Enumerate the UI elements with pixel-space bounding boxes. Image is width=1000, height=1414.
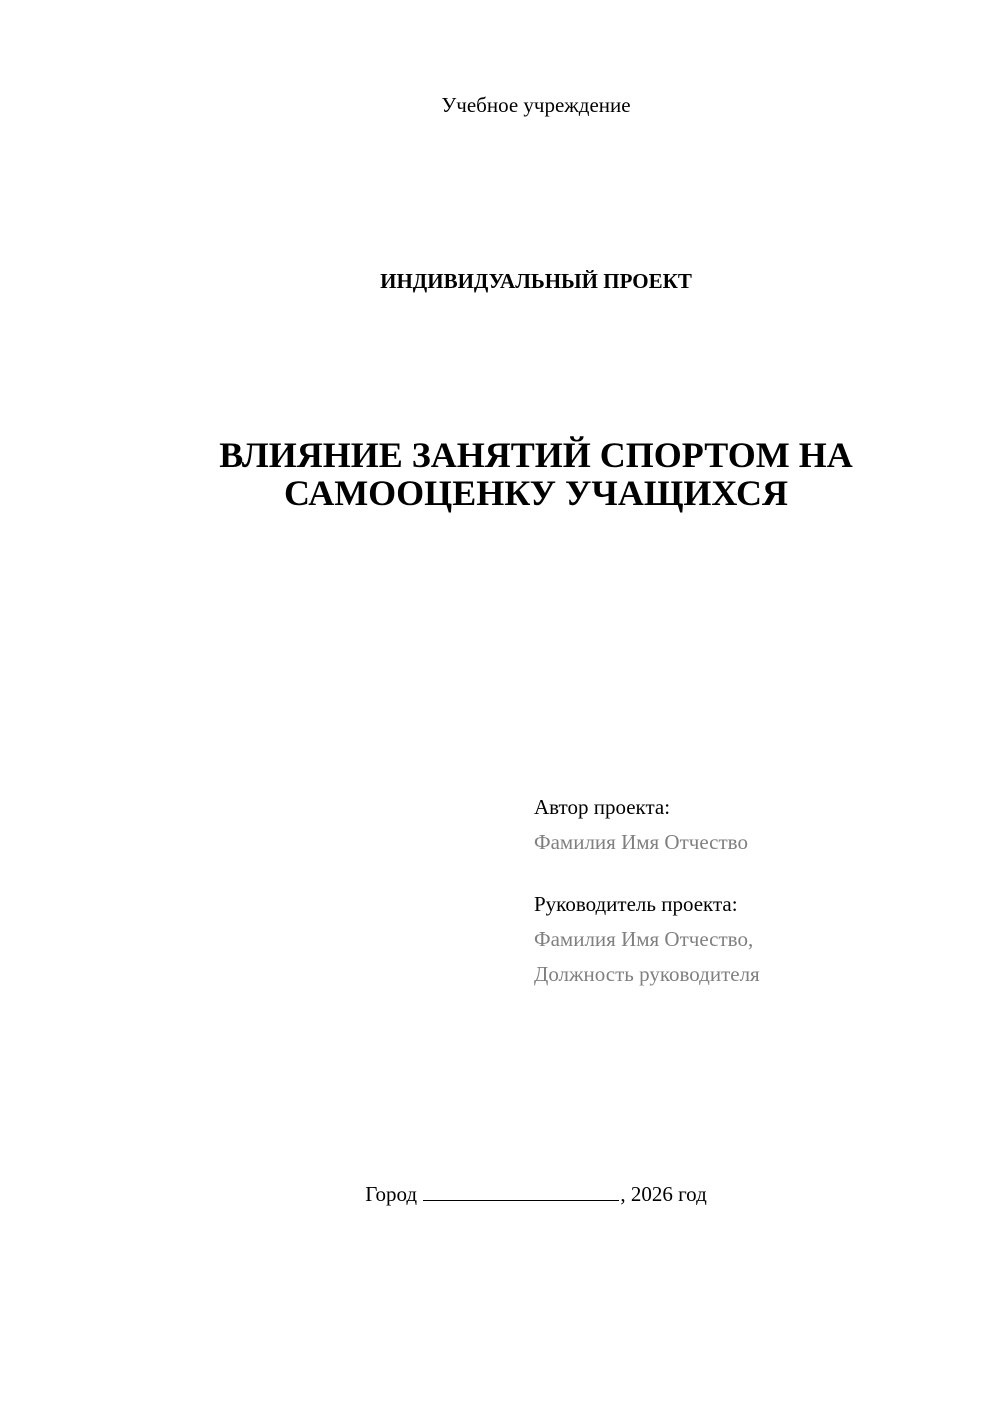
supervisor-position: Должность руководителя: [534, 962, 760, 986]
credits-spacer: [534, 860, 974, 887]
institution-name: Учебное учреждение: [441, 93, 631, 117]
city-blank-line: [423, 1180, 619, 1201]
year-text: , 2026 год: [620, 1182, 707, 1206]
city-label: Город: [365, 1182, 418, 1206]
supervisor-name: Фамилия Имя Отчество,: [534, 927, 754, 951]
project-title-line-2: САМООЦЕНКУ УЧАЩИХСЯ: [284, 473, 788, 513]
credits-block: [534, 790, 974, 992]
project-title: [0, 436, 1000, 512]
author-name: Фамилия Имя Отчество: [534, 830, 748, 854]
document-type: ИНДИВИДУАЛЬНЫЙ ПРОЕКТ: [380, 269, 692, 293]
supervisor-label: Руководитель проекта:: [534, 892, 738, 916]
project-title-line-1: ВЛИЯНИЕ ЗАНЯТИЙ СПОРТОМ НА: [219, 435, 853, 475]
city-year-line: [0, 1180, 1000, 1207]
author-label: Автор проекта:: [534, 795, 671, 819]
